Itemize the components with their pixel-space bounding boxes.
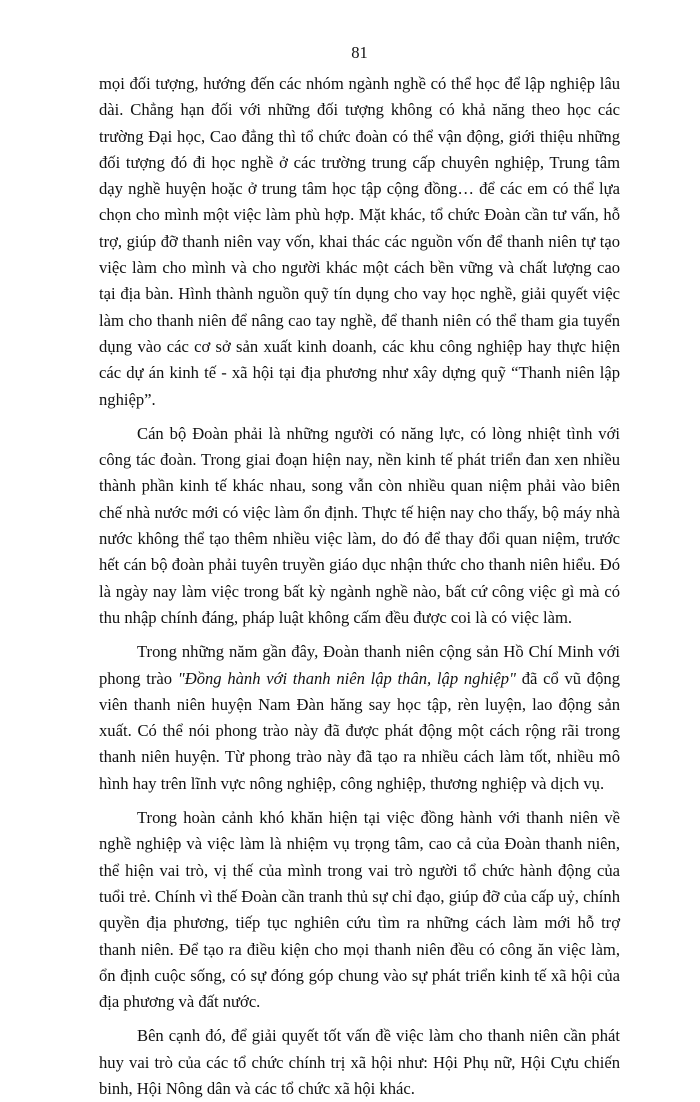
paragraph-difficult-context: Trong hoàn cảnh khó khăn hiện tại việc đồng hành với thanh niên về nghề nghiệp và việc làm là nhiệm vụ trọng tâm, cao cả của Đoàn thanh niên, thể hiện vai trò, vị thế của mình trong vai trò người tổ chức hành động của tuổi trẻ. Chính vì thế Đoàn cần tranh thủ sự chỉ đạo, giúp đỡ của cấp uỷ, chính quyền địa phương, tiếp tục nghiên cứu tìm ra những cách làm mới hỗ trợ thanh niên. Để tạo ra điều kiện cho mọi thanh niên đều có công ăn việc làm, ổn định cuộc sống, có sự đóng góp chung vào sự phát triển kinh tế xã hội của địa phương và đất nước.	[99, 808, 620, 1012]
paragraph-continuation: mọi đối tượng, hướng đến các nhóm ngành nghề có thể học để lập nghiệp lâu dài. Chẳng hạn đối với những đối tượng không có khả năng theo học các trường Đại học, Cao đẳng thì tổ chức đoàn có thể vận động, giới thiệu những đối tượng đó đi học nghề ở các trường trung cấp chuyên nghiệp, Trung tâm dạy nghề huyện hoặc ở trung tâm học tập cộng đồng… để các em có thể lựa chọn cho mình một việc làm phù hợp. Mặt khác, tổ chức Đoàn cần tư vấn, hỗ trợ, giúp đỡ thanh niên vay vốn, khai thác các nguồn vốn để thanh niên tự tạo việc làm cho mình và cho người khác một cách bền vững và chất lượng cao tại địa bàn. Hình thành nguồn quỹ tín dụng cho vay học nghề, giải quyết việc làm cho thanh niên để nâng cao tay nghề, để thanh niên có thể tham gia tuyển dụng vào các cơ sở sản xuất kinh doanh, các khu công nghiệp hay thực hiện các dự án kinh tế - xã hội tại địa phương như xây dựng quỹ “Thanh niên lập nghiệp”.	[99, 74, 620, 409]
paragraph-text-before: Trong những năm gần đây, Đoàn thanh niên cộng sản Hồ Chí Minh với phong trào	[99, 642, 620, 688]
paragraph-text-after: đã cổ vũ động viên thanh niên huyện Nam Đàn hăng say học tập, rèn luyện, lao động sản xuất. Có thể nói phong trào này đã được phát động một cách rộng rãi trong thanh niên huyện. Từ phong trào này đã tạo ra nhiều cách làm tốt, nhiều mô hình hay trên lĩnh vực nông nghiệp, công nghiệp, thương nghiệp và dịch vụ.	[99, 668, 620, 793]
movement-name: "Đồng hành với thanh niên lập thân, lập nghiệp"	[177, 668, 516, 688]
paragraph-social-organizations: Bên cạnh đó, để giải quyết tốt vấn đề việc làm cho thanh niên cần phát huy vai trò của các tổ chức chính trị xã hội như: Hội Phụ nữ, Hội Cựu chiến binh, Hội Nông dân và các tổ chức xã hội khác.	[99, 1026, 620, 1098]
paragraph-youth-cadres: Cán bộ Đoàn phải là những người có năng lực, có lòng nhiệt tình với công tác đoàn. Trong giai đoạn hiện nay, nền kinh tế phát triển đan xen nhiều thành phần kinh tế khác nhau, song vẫn còn nhiều quan niệm phải vào biên chế nhà nước mới có việc làm ổn định. Thực tế hiện nay cho thấy, bộ máy nhà nước không thể tạo thêm nhiều việc làm, do đó để thay đổi quan niệm, trước hết cán bộ đoàn phải tuyên truyền giáo dục nhận thức cho thanh niên hiểu. Đó là ngày nay làm việc trong bất kỳ ngành nghề nào, bất cứ công việc gì mà có thu nhập chính đáng, pháp luật không cấm đều được coi là có việc làm.	[99, 423, 620, 627]
paragraph-youth-movement	[99, 639, 620, 797]
page-number: 81	[351, 43, 368, 62]
